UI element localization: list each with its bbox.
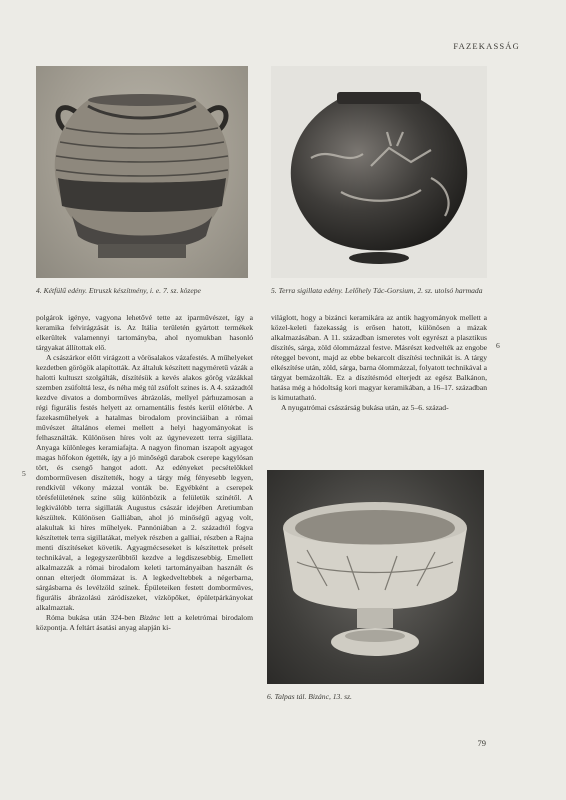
left-paragraph-3-lead: Róma bukása után 324-ben: [46, 613, 140, 622]
two-handled-vessel-illustration: [36, 66, 248, 278]
right-paragraph-2: A nyugatrómai császárság bukása után, az 5–6. század-: [281, 403, 449, 412]
left-paragraph-3: [36, 613, 253, 633]
left-text-column: [36, 313, 253, 633]
terra-sigillata-vessel-illustration: [271, 66, 487, 278]
margin-ref-6: 6: [496, 341, 500, 350]
left-paragraph-2: A császárkor előtt virágzott a vörösalakos vázafestés. A műhelyeket kezdetben görögök alapították. Az általuk készített nagyméretű vázák a halotti kultuszt szolgálták, díszítésük a kevés alakos görög vázákkal szemben zsúfolttá lesz, és néha még túl zsúfolt szines is. A 4. századtól kezdve divatos a domborműves ábrázolás, mellyel párhuzamosan a régi figurális festés helyett az ornamentális festés kerül előtérbe. A fazekasműhelyek a hatalmas birodalom provinciáiban a római művészet általános elemei mellett a helyi hagyományokat is felhasználták. Különösen híres volt az úgynevezett terra sigillata. Anyaga különleges keramiafajta. A nagyon finoman iszapolt agyagot magas hőfokon égették, így a jó minőségű darabok cserepe kagylósan tört, és csengő hangot adott. Az edényeket pecsételőkkel domborművesen díszítették, hogy a tárgy még fényesebb legyen, rendkívül vékony mázzal vonták be. Egyébként a cserepek törésfelületének színe sűig különbözik a felületük színétől. A legkiválóbb terra sigillaták Augustus császár idejében Aretiumban készültek. Különösen Galliában, ahol jó minőségű agyag volt, alakultak ki híres műhelyek. Pannóniában a 2. századtól fogva készítettek terra sigillatákat, melyek részben a galliai, részben a Rajna menti díszítéseket követik. Agyagmécseseket is készítettek préselt technikával, a legegyszerűbbtől kezdve a legdíszesebbig. Emellett alkalmazzák a római birodalom keleti tartományaiban használt és onnan elterjedt ólommázat is. A legkedveltebbek a négerbarna, sárgásbarna és levélzöld színek. Épületeiken festett dombormüves, figurális ábrázolású záródíszeket, vízköpőket, épületpárkányokat alkalmaztak.: [36, 353, 253, 612]
figure-5-photo: [271, 66, 487, 278]
left-paragraph-3-tail: lett a keletrómai birodalom központja. A feltárt ásatási anyag alapján ki-: [36, 613, 253, 632]
right-text-column: [271, 313, 487, 413]
footed-bowl-illustration: [267, 470, 484, 684]
right-paragraph-1: világlott, hogy a bizánci keramikára az antik hagyományok mellett a közel-keleti fazekasság is erősen hatott, különösen a mázak alkalmazásában. A 11. században ismeretes volt egyrészt a plasztikus díszítés, sárga, zöld ólommázzal festve. Másrészt kedvelték az engobe réteggel bevont, majd az ebbe bekarcolt díszítési technikát is. A tárgy elkészítése után, zöld, sárga, barna ólommázzal, folyatott technikával a tárgyat bemázolták. Ez a díszítésmód elterjedt az egész Balkánon, hatása még a hódoltság kori magyar keramikában, a 16–17. században is kimutatható.: [271, 313, 487, 402]
figure-6-photo: [267, 470, 484, 684]
running-header: FAZEKASSÁG: [453, 41, 520, 51]
left-paragraph-1: polgárok igénye, vagyona lehetővé tette az iparművészet, így a keramika felvirágzását is. Az Itália területén gyártott termékek elkerültek valamennyi tartományba, ahol nyomukban hasonló tárgyakat állítottak elő.: [36, 313, 253, 352]
left-paragraph-3-emphasis: Bizánc: [139, 613, 161, 622]
figure-4-caption: 4. Kétfülű edény. Etruszk készítmény, i. e. 7. sz. közepe: [36, 286, 201, 295]
figure-6-caption: 6. Talpas tál. Bizánc, 13. sz.: [267, 692, 352, 701]
page-number: 79: [477, 738, 486, 748]
figure-4-photo: [36, 66, 248, 278]
figure-5-caption: 5. Terra sigillata edény. Lelőhely Tác-Gorsium, 2. sz. utolsó harmada: [271, 286, 483, 295]
margin-ref-5: 5: [22, 469, 26, 478]
